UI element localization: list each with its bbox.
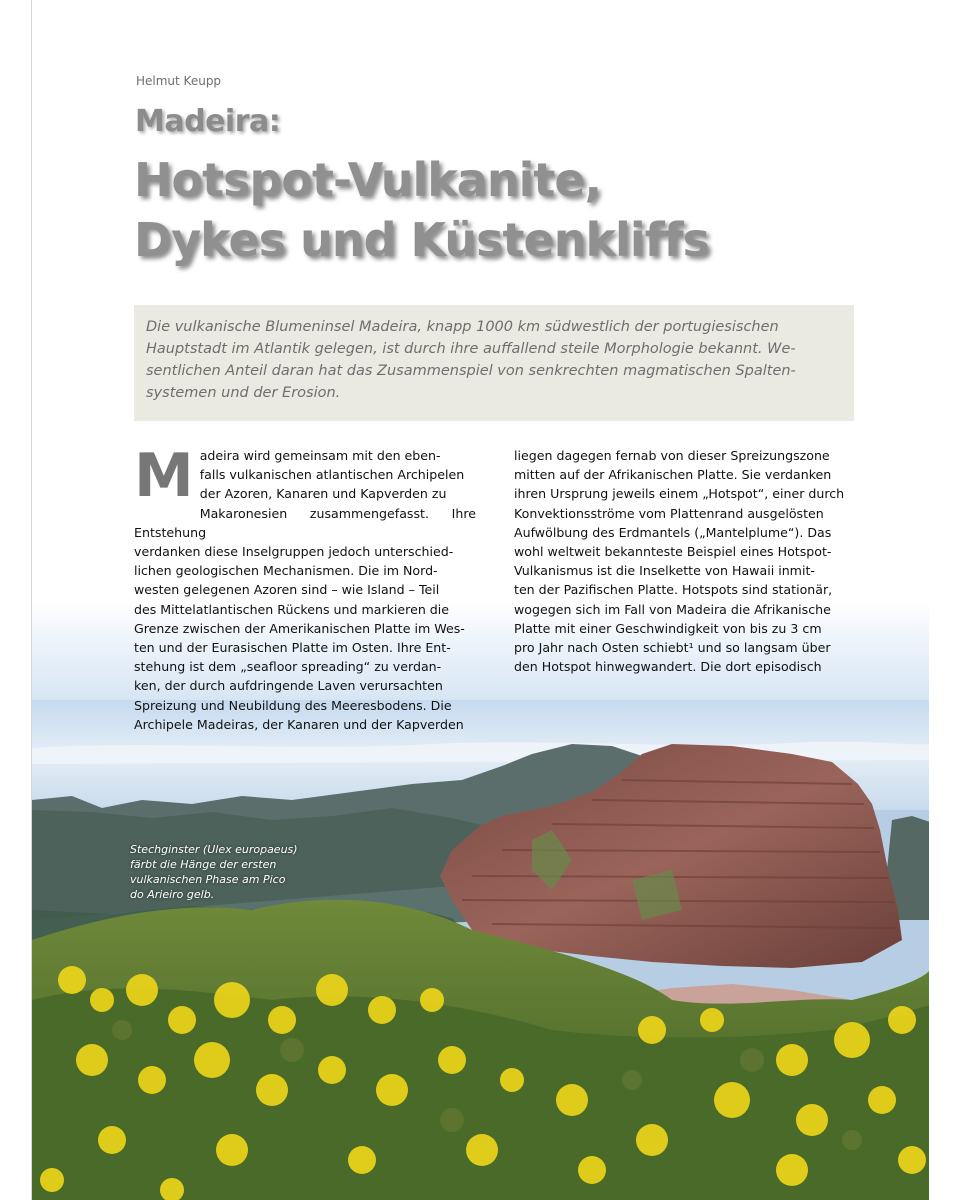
body-line: stehung ist dem „seafloor spreading“ zu verdan- <box>134 659 442 675</box>
body-line: adeira wird gemeinsam mit den eben- <box>199 448 441 463</box>
body-line: pro Jahr nach Osten schiebt¹ und so langsam über <box>514 640 831 656</box>
body-line: ten der Pazifischen Platte. Hotspots sind stationär, <box>514 582 833 598</box>
drop-cap: M <box>134 441 194 511</box>
magazine-page <box>31 0 929 1200</box>
article-kicker: Madeira: <box>135 104 281 139</box>
body-line: Aufwölbung des Erdmantels („Mantelplume“). Das <box>514 524 832 540</box>
caption-line: vulkanischen Phase am Pico <box>130 873 286 886</box>
caption-line: färbt die Hänge der ersten <box>130 858 277 871</box>
body-line: falls vulkanischen atlantischen Archipelen <box>199 467 465 483</box>
body-line: der Azoren, Kanaren und Kapverden zu <box>199 486 447 502</box>
body-line: ken, der durch aufdringende Laven verursachten <box>134 678 443 694</box>
body-line: Spreizung und Neubildung des Meeresbodens. Die <box>134 697 452 713</box>
abstract-line: Hauptstadt im Atlantik gelegen, ist durch ihre auffallend steile Morphologie bekannt. We- <box>146 341 796 357</box>
body-line: den Hotspot hinwegwandert. Die dort episodisch <box>514 659 822 675</box>
body-line: westen gelegenen Azoren sind – wie Island – Teil <box>134 582 440 598</box>
photo-caption <box>130 842 320 902</box>
author-name: Helmut Keupp <box>136 74 222 88</box>
body-line: Makaronesien zusammengefasst. Ihre Entstehung <box>134 505 476 540</box>
caption-line: Stechginster (Ulex europaeus) <box>130 843 298 856</box>
body-line: Konvektionsströme vom Plattenrand ausgelösten <box>514 505 824 521</box>
body-line: ten und der Eurasischen Platte im Osten. Ihre Ent- <box>134 640 451 656</box>
body-line: Platte mit einer Geschwindigkeit von bis zu 3 cm <box>514 620 822 636</box>
body-column-right <box>514 446 856 676</box>
landscape-illustration <box>32 700 929 1200</box>
title-line-2: Dykes und Küstenkliffs <box>134 213 709 267</box>
body-line: Grenze zwischen der Amerikanischen Platte im Wes- <box>134 620 465 636</box>
article-abstract <box>134 305 854 421</box>
caption-line: do Arieiro gelb. <box>130 888 215 901</box>
body-line: des Mittelatlantischen Rückens und markieren die <box>134 601 450 617</box>
body-line: Archipele Madeiras, der Kanaren und der Kapverden <box>134 716 464 732</box>
abstract-line: Die vulkanische Blumeninsel Madeira, knapp 1000 km südwestlich der portugiesischen <box>146 319 779 335</box>
body-line: wohl weltweit bekannteste Beispiel eines Hotspot- <box>514 544 832 560</box>
body-line: ihren Ursprung jeweils einem „Hotspot“, einer durch <box>514 486 845 502</box>
body-line: liegen dagegen fernab von dieser Spreizungszone <box>514 448 830 463</box>
body-column-left <box>134 441 476 734</box>
body-line: lichen geologischen Mechanismen. Die im Nord- <box>134 563 438 579</box>
title-line-1: Hotspot-Vulkanite, <box>134 153 602 207</box>
article-title <box>134 150 834 270</box>
body-line: wogegen sich im Fall von Madeira die Afrikanische <box>514 601 831 617</box>
body-line: verdanken diese Inselgruppen jedoch unterschied- <box>134 544 454 560</box>
abstract-line: sentlichen Anteil daran hat das Zusammenspiel von senkrechten magmatischen Spalten- <box>146 363 796 379</box>
body-line: Vulkanismus ist die Inselkette von Hawaii inmit- <box>514 563 815 579</box>
landscape-photo <box>32 700 929 1200</box>
abstract-line: systemen und der Erosion. <box>146 385 341 401</box>
body-line: mitten auf der Afrikanischen Platte. Sie verdanken <box>514 467 832 483</box>
